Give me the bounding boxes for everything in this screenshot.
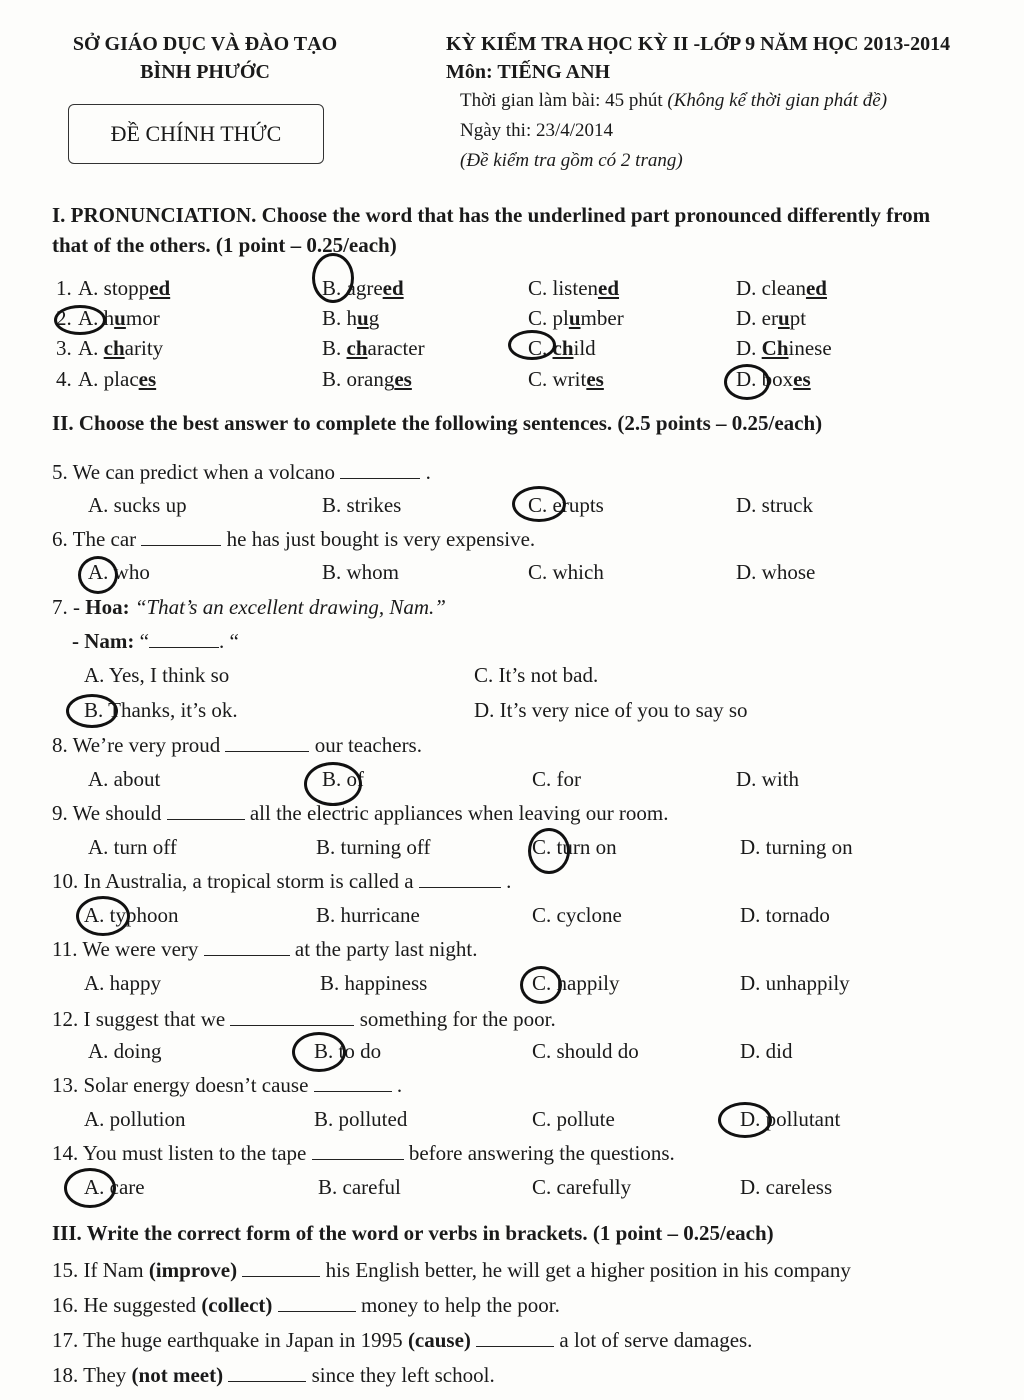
option-letter: A. (78, 276, 99, 300)
answer-option[interactable]: B. careful (318, 1175, 401, 1199)
option-letter: C. (528, 367, 548, 391)
option-letter: A. (78, 306, 99, 330)
answer-option[interactable]: A. happy (84, 971, 161, 995)
word-part: listen (552, 276, 599, 300)
stem-text: 9. We should (52, 801, 162, 825)
time-note: (Không kể thời gian phát đề) (667, 90, 888, 111)
q7-option-d[interactable]: D. It’s very nice of you to say so (474, 698, 748, 722)
pronunciation-option[interactable] (78, 336, 163, 361)
answer-option[interactable]: D. turning on (740, 835, 853, 859)
answer-option[interactable]: A. who (88, 560, 150, 584)
word-part: g (368, 306, 380, 330)
answer-option[interactable]: C. carefully (532, 1175, 632, 1199)
stem-text: before answering the questions. (408, 1141, 675, 1165)
answer-blank[interactable] (228, 1363, 306, 1382)
underlined-part: Ch (761, 336, 789, 360)
stem-text: money to help the poor. (360, 1293, 560, 1317)
answer-option[interactable]: A. care (84, 1175, 145, 1199)
q7-option-a[interactable]: A. Yes, I think so (84, 663, 230, 687)
word-part: stopp (103, 276, 150, 300)
exam-info-block (446, 30, 950, 176)
answer-blank[interactable] (278, 1293, 356, 1312)
option-letter: D. (736, 276, 757, 300)
answer-option[interactable]: C. turn on (532, 835, 617, 859)
q7-option-c[interactable]: C. It’s not bad. (474, 663, 599, 687)
option-letter: C. (528, 276, 548, 300)
underlined-part: u (357, 306, 369, 330)
answer-circle (724, 364, 770, 400)
pronunciation-option[interactable] (78, 367, 156, 392)
word-part: aracter (367, 336, 425, 360)
stem-text: 6. The car (52, 527, 137, 551)
section1-title-line2: that of the others. (1 point – 0.25/each) (52, 233, 397, 257)
subject: TIẾNG ANH (497, 61, 611, 83)
section3-title: III. Write the correct form of the word or verbs in brackets. (1 point – 0.25/each) (52, 1221, 774, 1245)
answer-circle (528, 828, 570, 874)
underlined-part: ed (149, 276, 171, 300)
stem-text: 12. I suggest that we (52, 1007, 226, 1031)
department-line2: BÌNH PHƯỚC (140, 61, 270, 83)
stem-text: . (425, 460, 431, 484)
word-part: clean (761, 276, 806, 300)
answer-circle (512, 486, 566, 522)
stem-text: since they left school. (311, 1363, 495, 1387)
q7-line1 (52, 595, 446, 620)
underlined-part: u (114, 306, 126, 330)
exam-title: KỲ KIỂM TRA HỌC KỲ II -LỚP 9 NĂM HỌC 2013-2014 (446, 33, 951, 55)
answer-option[interactable]: D. pollutant (740, 1107, 841, 1131)
underlined-part: ch (103, 336, 125, 360)
stem-text: our teachers. (314, 733, 422, 757)
underlined-part: ch (346, 336, 368, 360)
question-stem (52, 460, 431, 485)
department-line1: SỞ GIÁO DỤC VÀ ĐÀO TẠO (72, 33, 338, 55)
word-part: box (761, 367, 794, 391)
answer-option[interactable]: B. of (322, 767, 364, 791)
option-letter: B. (322, 336, 342, 360)
answer-option[interactable]: C. cyclone (532, 903, 622, 927)
word-part: mber (580, 306, 624, 330)
pronunciation-option[interactable] (322, 306, 379, 331)
answer-blank[interactable] (312, 1141, 404, 1160)
answer-option[interactable]: A. pollution (84, 1107, 186, 1131)
stem-text: his English better, he will get a higher position in his company (325, 1258, 851, 1282)
pronunciation-option[interactable] (736, 336, 832, 361)
answer-circle (78, 556, 118, 594)
answer-option[interactable]: C. happily (532, 971, 620, 995)
option-letter: D. (736, 336, 757, 360)
word-form-question (52, 1363, 495, 1388)
answer-option[interactable]: A. doing (88, 1039, 162, 1063)
underlined-part: ed (598, 276, 620, 300)
answer-blank[interactable] (476, 1328, 554, 1347)
pronunciation-option[interactable] (322, 367, 412, 392)
q7-speaker-hoa: Hoa: (85, 595, 130, 619)
pronunciation-option[interactable] (528, 276, 619, 301)
question-stem (52, 733, 422, 758)
option-letter: C. (528, 306, 548, 330)
stem-text: he has just bought is very expensive. (226, 527, 536, 551)
underlined-part: es (586, 367, 604, 391)
q7-quote: “That’s an excellent drawing, Nam.” (134, 595, 446, 619)
answer-blank[interactable] (167, 801, 245, 820)
date-line: Ngày thi: 23/4/2014 (460, 120, 614, 141)
pronunciation-option[interactable] (78, 276, 170, 301)
answer-circle (76, 896, 130, 936)
stem-text: 11. We were very (52, 937, 199, 961)
answer-option[interactable]: D. tornado (740, 903, 830, 927)
answer-option[interactable]: C. should do (532, 1039, 639, 1063)
answer-blank[interactable] (230, 1007, 354, 1026)
section2-title: II. Choose the best answer to complete the following sentences. (2.5 points – 0.25/each) (52, 411, 823, 435)
option-letter: D. (736, 367, 757, 391)
underlined-part: es (394, 367, 412, 391)
q7-speaker-nam: - Nam: (72, 629, 135, 653)
answer-blank[interactable] (141, 527, 221, 546)
answer-option[interactable]: D. careless (740, 1175, 833, 1199)
answer-option[interactable]: D. whose (736, 560, 816, 584)
question-stem (52, 1073, 402, 1098)
bracket-word: (collect) (201, 1293, 273, 1317)
official-label-box (68, 104, 324, 164)
time-line (446, 86, 950, 116)
word-part: pt (789, 306, 807, 330)
answer-option[interactable]: B. strikes (322, 493, 402, 517)
answer-option[interactable]: A. sucks up (88, 493, 187, 517)
word-part: plac (103, 367, 139, 391)
answer-option[interactable]: B. hurricane (316, 903, 420, 927)
word-part: orang (346, 367, 395, 391)
stem-text: a lot of serve damages. (559, 1328, 753, 1352)
word-part: inese (788, 336, 832, 360)
stem-text: 13. Solar energy doesn’t cause (52, 1073, 309, 1097)
answer-option[interactable]: B. happiness (320, 971, 428, 995)
underlined-part: u (778, 306, 790, 330)
answer-blank[interactable] (204, 937, 290, 956)
subject-prefix: Môn: (446, 61, 493, 83)
pronunciation-option[interactable] (528, 367, 604, 392)
stem-text: 16. He suggested (52, 1293, 197, 1317)
option-letter: C. (528, 336, 548, 360)
word-part: agre (346, 276, 383, 300)
answer-option[interactable]: C. for (532, 767, 581, 791)
official-label: ĐỀ CHÍNH THỨC (110, 121, 282, 146)
answer-option[interactable]: D. did (740, 1039, 793, 1063)
word-part: h (346, 306, 358, 330)
pages-note: (Đề kiểm tra gồm có 2 trang) (460, 150, 683, 171)
question-number: 2. (56, 306, 72, 330)
section1-title-line1: I. PRONUNCIATION. Choose the word that has the underlined part pronounced differently from (52, 203, 931, 227)
question-stem (52, 937, 477, 962)
pronunciation-option[interactable] (322, 336, 425, 361)
question-stem (52, 527, 535, 552)
word-part: h (103, 306, 115, 330)
option-letter: B. (322, 306, 342, 330)
bracket-word: (not meet) (131, 1363, 224, 1387)
time-label: Thời gian làm bài: 45 phút (460, 90, 663, 111)
word-part: pl (552, 306, 569, 330)
answer-circle (304, 762, 362, 806)
stem-text: 5. We can predict when a volcano (52, 460, 336, 484)
stem-text: all the electric appliances when leaving our room. (249, 801, 669, 825)
pronunciation-option[interactable] (528, 306, 624, 331)
answer-option[interactable]: A. typhoon (84, 903, 179, 927)
answer-option[interactable]: D. unhappily (740, 971, 850, 995)
department-block (40, 30, 370, 86)
answer-circle (520, 966, 562, 1004)
word-part: mor (125, 306, 160, 330)
question-number: 4. (56, 367, 72, 391)
answer-option[interactable]: D. with (736, 767, 799, 791)
question-stem (52, 1141, 675, 1166)
question-stem (52, 1007, 556, 1032)
pronunciation-option[interactable] (736, 306, 806, 331)
answer-circle (66, 694, 118, 728)
answer-blank[interactable] (225, 733, 309, 752)
underlined-part: es (793, 367, 811, 391)
answer-circle (508, 330, 556, 360)
bracket-word: (improve) (148, 1258, 238, 1282)
word-form-question (52, 1258, 851, 1283)
stem-text: something for the poor. (359, 1007, 556, 1031)
q7-option-b[interactable]: B. Thanks, it’s ok. (84, 698, 238, 722)
option-letter: B. (322, 276, 342, 300)
answer-option[interactable]: B. whom (322, 560, 400, 584)
word-part: er (761, 306, 778, 330)
stem-text: 15. If Nam (52, 1258, 144, 1282)
question-stem (52, 801, 669, 826)
answer-circle (312, 253, 354, 303)
stem-text: 8. We’re very proud (52, 733, 221, 757)
q7-num: 7. - (52, 595, 80, 619)
stem-text: 10. In Australia, a tropical storm is called a (52, 869, 414, 893)
underlined-part: ed (382, 276, 404, 300)
option-letter: A. (78, 367, 99, 391)
underlined-part: ch (552, 336, 574, 360)
word-part: ild (573, 336, 596, 360)
answer-circle (54, 305, 106, 335)
option-letter: B. (322, 367, 342, 391)
subject-line (446, 58, 950, 86)
option-letter: D. (736, 306, 757, 330)
answer-blank[interactable] (242, 1258, 320, 1277)
answer-option[interactable]: C. erupts (528, 493, 604, 517)
stem-text: . (396, 1073, 403, 1097)
answer-circle (64, 1168, 116, 1208)
word-form-question (52, 1328, 752, 1353)
word-part: arity (124, 336, 164, 360)
question-number: 3. (56, 336, 72, 360)
stem-text: at the party last night. (294, 937, 478, 961)
option-letter: A. (78, 336, 99, 360)
answer-blank[interactable] (314, 1073, 392, 1092)
stem-text: . (506, 869, 512, 893)
answer-circle (292, 1032, 346, 1072)
answer-option[interactable]: B. polluted (314, 1107, 408, 1131)
q7-line2 (72, 629, 239, 654)
answer-option[interactable]: C. which (528, 560, 604, 584)
answer-option[interactable]: B. to do (314, 1039, 382, 1063)
question-number: 1. (56, 276, 72, 300)
question-stem (52, 869, 511, 894)
stem-text: 14. You must listen to the tape (52, 1141, 307, 1165)
answer-blank[interactable] (149, 629, 219, 648)
q7-open-quote: “ (139, 629, 149, 653)
bracket-word: (cause) (407, 1328, 471, 1352)
underlined-part: ed (805, 276, 827, 300)
answer-blank[interactable] (340, 460, 420, 479)
answer-option[interactable]: C. pollute (532, 1107, 615, 1131)
answer-option[interactable]: A. about (88, 767, 161, 791)
word-part: writ (552, 367, 587, 391)
answer-blank[interactable] (419, 869, 501, 888)
word-form-question (52, 1293, 560, 1318)
q7-close-quote: . “ (218, 629, 239, 653)
answer-circle (718, 1102, 772, 1138)
underlined-part: u (568, 306, 581, 330)
answer-option[interactable]: B. turning off (316, 835, 431, 859)
stem-text: 17. The huge earthquake in Japan in 1995 (52, 1328, 403, 1352)
pronunciation-option[interactable] (736, 276, 827, 301)
answer-option[interactable]: A. turn off (88, 835, 177, 859)
answer-option[interactable]: D. struck (736, 493, 813, 517)
stem-text: 18. They (52, 1363, 127, 1387)
underlined-part: es (138, 367, 157, 391)
